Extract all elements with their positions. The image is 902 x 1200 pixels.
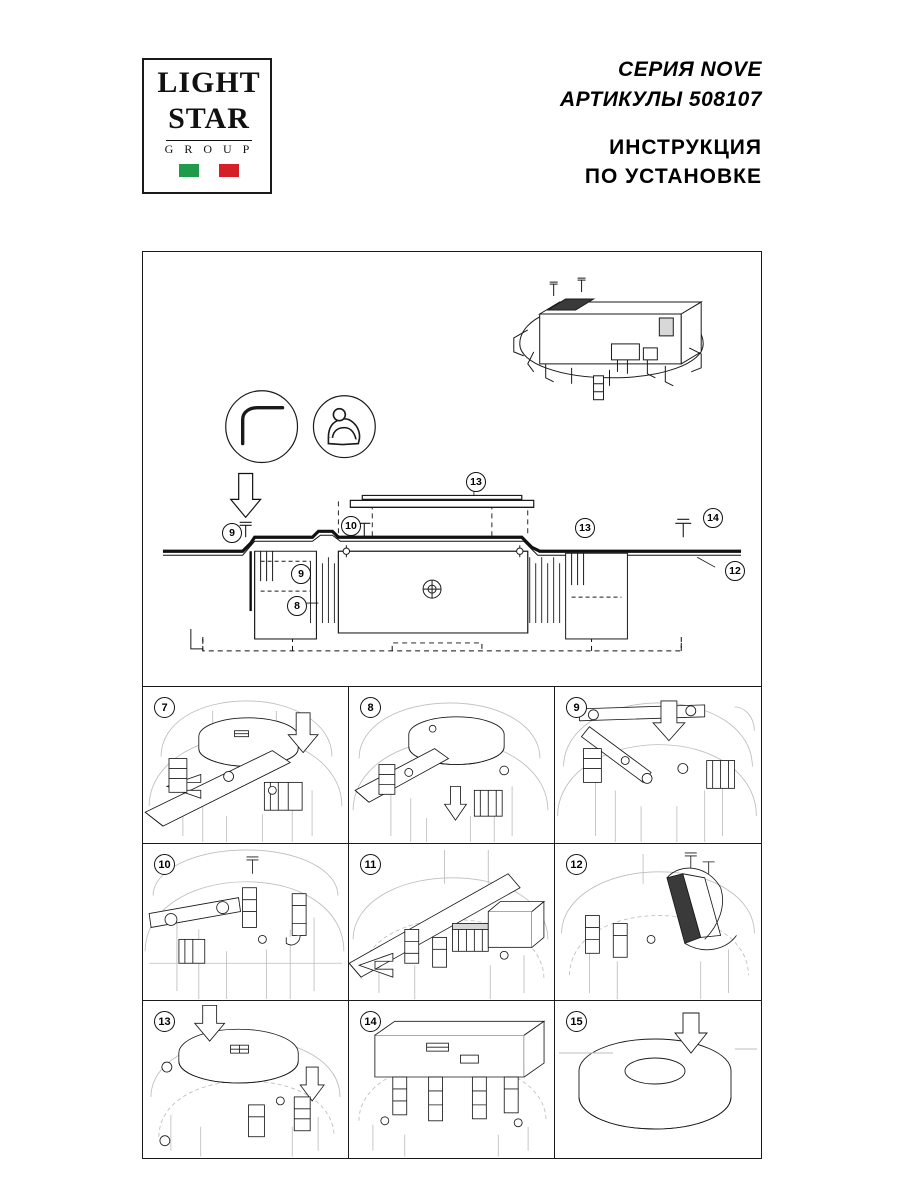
doc-title-line1: ИНСТРУКЦИЯ (609, 136, 762, 159)
step-panel-8 (349, 687, 555, 844)
callout-13-right: 13 (575, 518, 595, 538)
step-number-10: 10 (154, 854, 175, 875)
document-header (0, 0, 902, 250)
step-number-13: 13 (154, 1011, 175, 1032)
logo-text-star: STAR (168, 102, 250, 135)
step-grid (143, 687, 761, 1158)
logo-divider (166, 140, 252, 141)
logo-text-group: G R O U P (164, 142, 254, 156)
step-panel-14 (349, 1001, 555, 1158)
step-number-11: 11 (360, 854, 381, 875)
hero-drawing (143, 252, 761, 686)
step-panel-11 (349, 844, 555, 1001)
hero-assembly-panel (143, 252, 761, 687)
callout-12: 12 (725, 561, 745, 581)
callout-8: 8 (287, 596, 307, 616)
step-number-7: 7 (154, 697, 175, 718)
callout-9-mid: 9 (291, 564, 311, 584)
doc-title-line2: ПО УСТАНОВКЕ (584, 165, 762, 188)
callout-14: 14 (703, 508, 723, 528)
callout-13-top: 13 (466, 472, 486, 492)
step-panel-7 (143, 687, 349, 844)
step-number-15: 15 (566, 1011, 587, 1032)
article-line: АРТИКУЛЫ 508107 (560, 88, 762, 111)
step-number-9: 9 (566, 697, 587, 718)
italian-flag-icon (179, 164, 239, 177)
step-panel-15 (555, 1001, 761, 1158)
step-panel-10 (143, 844, 349, 1001)
step-number-12: 12 (566, 854, 587, 875)
logo-text-light: LIGHT (157, 66, 261, 99)
series-line: СЕРИЯ NOVE (618, 58, 762, 81)
brand-logo (142, 58, 272, 194)
step-panel-12 (555, 844, 761, 1001)
title-block (560, 55, 762, 191)
step-panel-13 (143, 1001, 349, 1158)
callout-10: 10 (341, 516, 361, 536)
step-number-8: 8 (360, 697, 381, 718)
step-panel-9 (555, 687, 761, 844)
callout-9-left: 9 (222, 523, 242, 543)
instruction-figure-frame (142, 251, 762, 1159)
step-number-14: 14 (360, 1011, 381, 1032)
